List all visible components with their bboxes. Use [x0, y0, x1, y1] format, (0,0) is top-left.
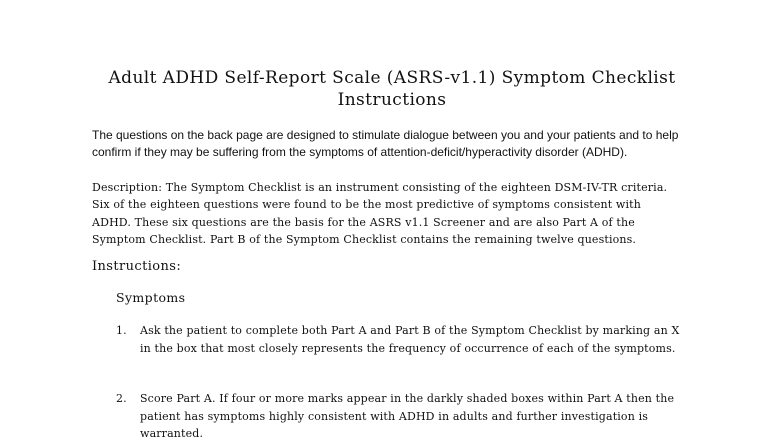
- item-line: patient has symptoms highly consistent with ADHD in adults and further investigation is: [140, 409, 649, 423]
- description-paragraph: [92, 179, 712, 248]
- item-line: Ask the patient to complete both Part A and Part B of the Symptom Checklist by marking an X: [140, 324, 680, 337]
- intro-line: confirm if they may be suffering from the symptoms of attention-deficit/hyperactivity disorder (ADHD).: [92, 145, 628, 159]
- symptoms-heading: Symptoms: [116, 290, 186, 305]
- description-line: Description: The Symptom Checklist is an instrument consisting of the eighteen DSM-IV-TR criteria.: [92, 181, 668, 194]
- description-line: Symptom Checklist. Part B of the Symptom Checklist contains the remaining twelve questions.: [92, 232, 637, 246]
- description-line: Six of the eighteen questions were found to be the most predictive of symptoms consistent with: [92, 198, 641, 212]
- item-text: [140, 322, 730, 357]
- item-line: warranted.: [140, 427, 204, 440]
- intro-line: The questions on the back page are designed to stimulate dialogue between you and your patients and to help: [92, 128, 679, 142]
- item-text: [140, 390, 730, 443]
- item-number: 2.: [116, 392, 127, 405]
- item-line: Score Part A. If four or more marks appear in the darkly shaded boxes within Part A then the: [140, 392, 675, 405]
- item-line: in the box that most closely represents the frequency of occurrence of each of the symptoms.: [140, 341, 676, 355]
- document-subtitle: Instructions: [337, 90, 447, 110]
- instructions-heading: Instructions:: [92, 259, 182, 274]
- item-number: 1.: [116, 324, 127, 337]
- document-title: Adult ADHD Self-Report Scale (ASRS-v1.1) Symptom Checklist: [108, 68, 676, 88]
- description-line: ADHD. These six questions are the basis for the ASRS v1.1 Screener and are also Part A of the: [92, 215, 635, 229]
- intro-paragraph: [92, 127, 712, 161]
